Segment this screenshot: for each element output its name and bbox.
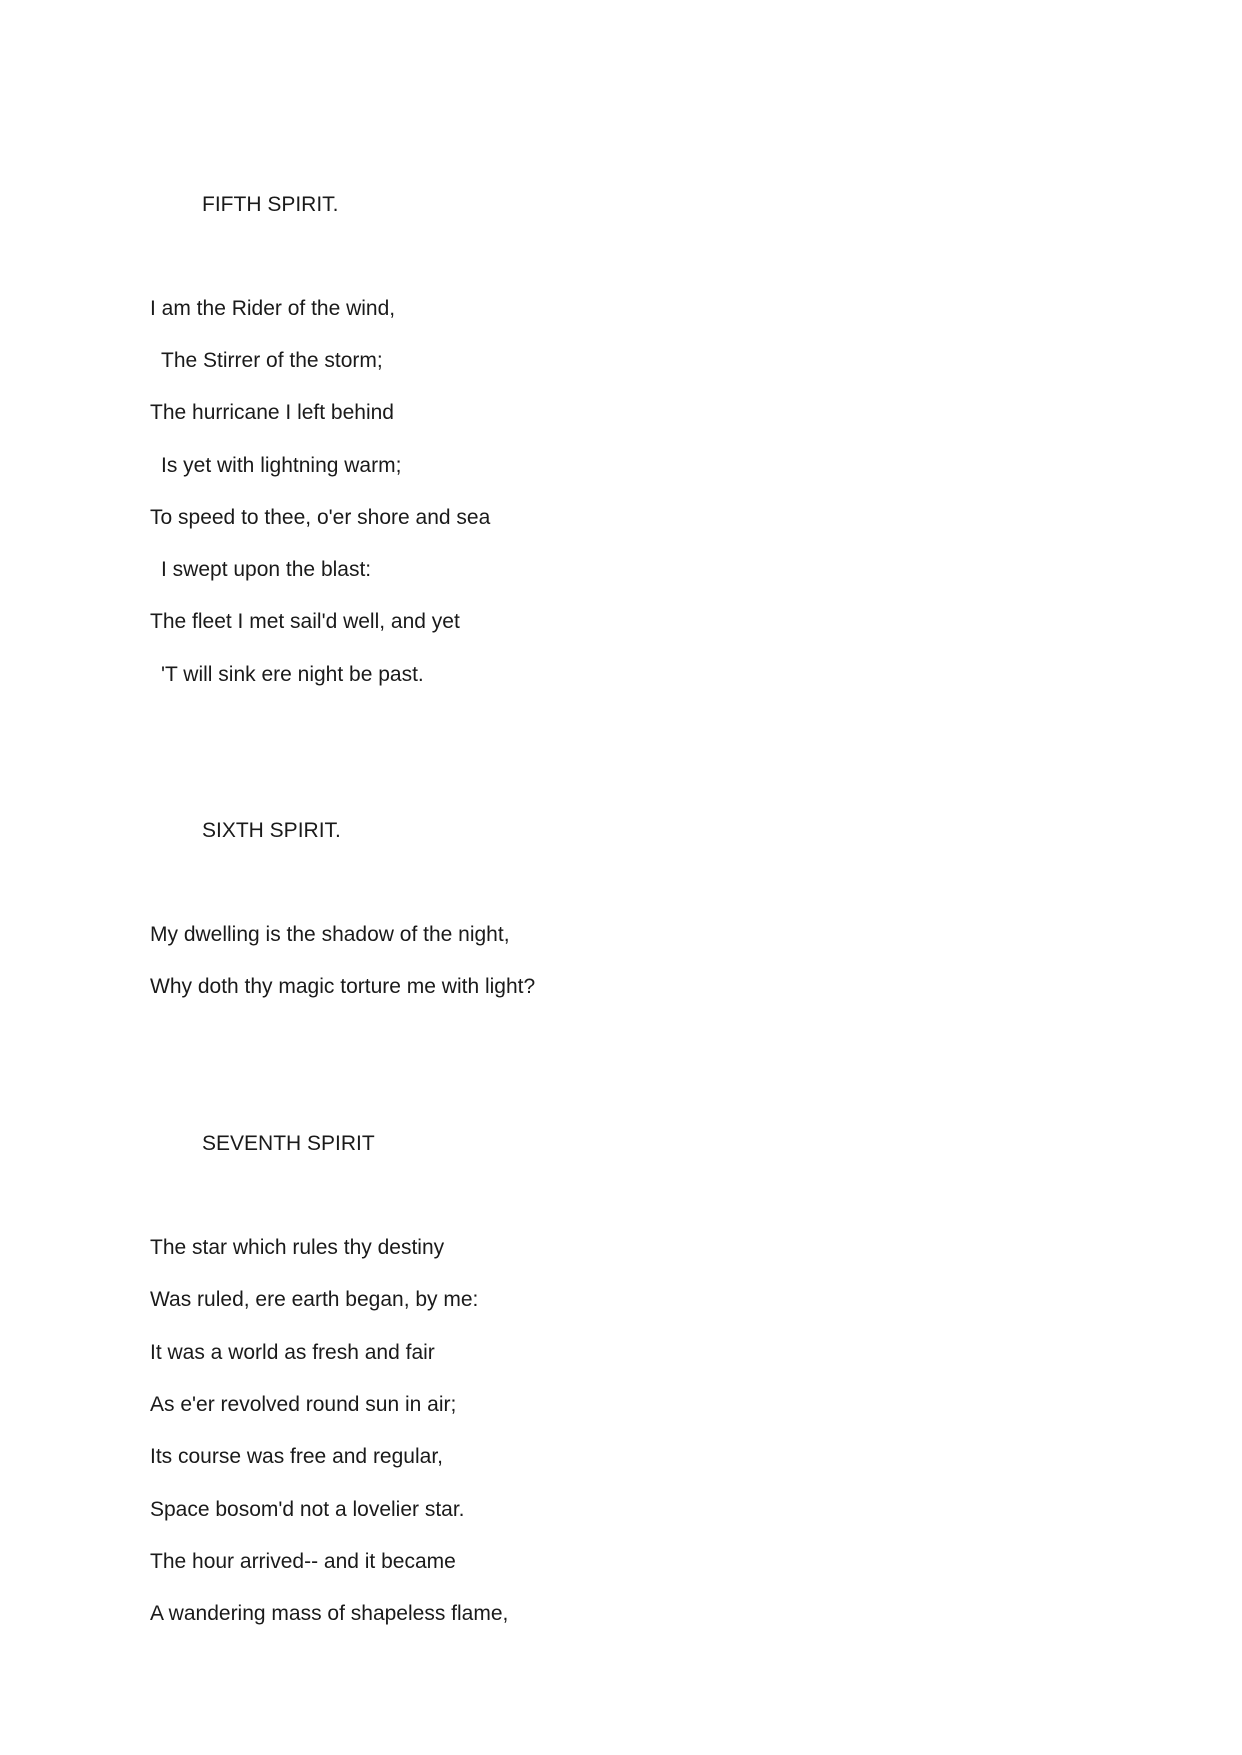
- section-heading-sixth-spirit: SIXTH SPIRIT.: [202, 819, 341, 842]
- verse-line: 'T will sink ere night be past.: [161, 663, 424, 686]
- verse-line: Is yet with lightning warm;: [161, 454, 402, 477]
- verse-line: Space bosom'd not a lovelier star.: [150, 1498, 465, 1521]
- verse-line: As e'er revolved round sun in air;: [150, 1393, 457, 1416]
- verse-line: A wandering mass of shapeless flame,: [150, 1602, 509, 1625]
- verse-line: It was a world as fresh and fair: [150, 1341, 435, 1364]
- verse-line: The fleet I met sail'd well, and yet: [150, 610, 460, 633]
- verse-line: Was ruled, ere earth began, by me:: [150, 1288, 479, 1311]
- verse-line: The hurricane I left behind: [150, 401, 394, 424]
- section-heading-seventh-spirit: SEVENTH SPIRIT: [202, 1132, 375, 1155]
- verse-line: I am the Rider of the wind,: [150, 297, 396, 320]
- verse-line: My dwelling is the shadow of the night,: [150, 923, 510, 946]
- verse-line: Its course was free and regular,: [150, 1445, 443, 1468]
- verse-line: The Stirrer of the storm;: [161, 349, 383, 372]
- verse-line: Why doth thy magic torture me with light?: [150, 975, 536, 998]
- section-heading-fifth-spirit: FIFTH SPIRIT.: [202, 193, 339, 216]
- verse-line: To speed to thee, o'er shore and sea: [150, 506, 491, 529]
- verse-line: The hour arrived-- and it became: [150, 1550, 456, 1573]
- verse-line: The star which rules thy destiny: [150, 1236, 445, 1259]
- verse-line: I swept upon the blast:: [161, 558, 372, 581]
